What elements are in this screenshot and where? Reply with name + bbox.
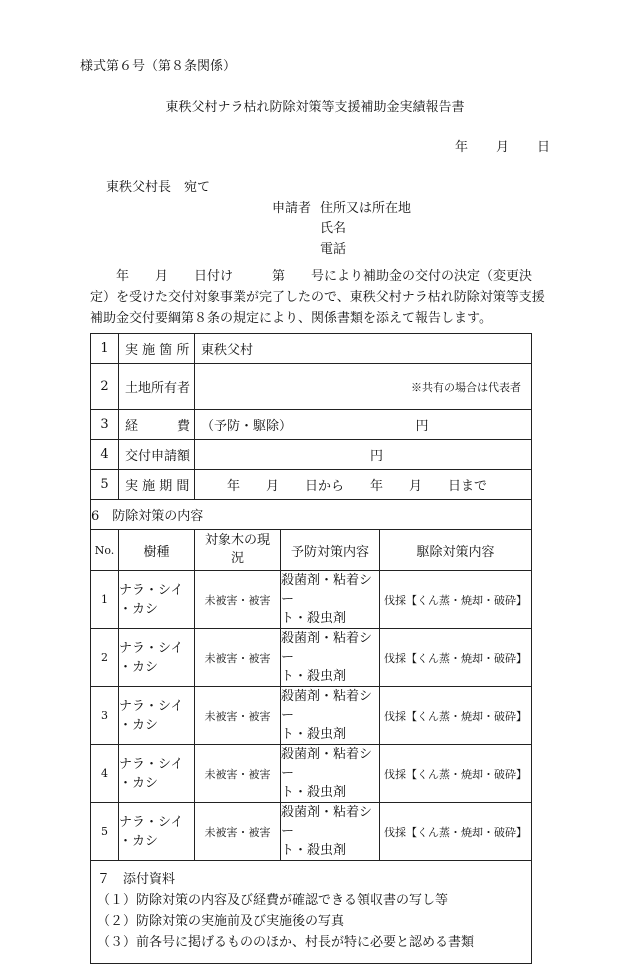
item-extermination: 伐採【くん蒸・焼却・破砕】	[380, 571, 532, 629]
date-day: 日	[537, 140, 551, 155]
prevention-line: ト・殺虫剤	[281, 843, 347, 858]
item-status: 未被害・被害	[195, 571, 281, 629]
col-header-no: No.	[91, 530, 119, 571]
prevention-line: 殺菌剤・粘着シー	[281, 631, 373, 665]
attachments-title: ７ 添付資料	[97, 872, 176, 887]
date-line	[455, 136, 550, 155]
date-month: 月	[496, 140, 510, 155]
species-line: ・カシ	[119, 833, 159, 849]
item-number: 4	[91, 745, 119, 803]
date-year: 年	[455, 140, 469, 155]
item-status: 未被害・被害	[195, 803, 281, 861]
section-6-number: 6	[91, 509, 100, 524]
prevention-line: ト・殺虫剤	[281, 669, 347, 684]
item-extermination: 伐採【くん蒸・焼却・破砕】	[380, 629, 532, 687]
species-line: ナラ・シイ	[119, 698, 184, 714]
row-value	[195, 364, 532, 410]
item-prevention	[281, 687, 380, 745]
item-number: 3	[91, 687, 119, 745]
row-number: 2	[91, 364, 119, 410]
item-extermination: 伐採【くん蒸・焼却・破砕】	[380, 803, 532, 861]
table-row	[91, 629, 532, 687]
address-label: 住所又は所在地	[320, 201, 412, 216]
col-header-prevention: 予防対策内容	[281, 530, 380, 571]
body-line: 定）を受けた交付対象事業が完了したので、東秩父村ナラ枯れ防除対策等支援	[90, 290, 545, 305]
body-line: 年 月 日付け 第 号により補助金の交付の決定（変更決	[90, 269, 533, 284]
item-extermination: 伐採【くん蒸・焼却・破砕】	[380, 745, 532, 803]
col-header-status	[195, 530, 281, 571]
table-row	[91, 571, 532, 629]
prevention-line: ト・殺虫剤	[281, 785, 347, 800]
prevention-line: 殺菌剤・粘着シー	[281, 573, 373, 607]
row-label: 経 費	[119, 410, 195, 440]
prevention-line: 殺菌剤・粘着シー	[281, 805, 373, 839]
species-line: ナラ・シイ	[119, 582, 184, 598]
attachment-item: （２）防除対策の実施前及び実施後の写真	[97, 914, 345, 929]
item-prevention	[281, 571, 380, 629]
col-header-species: 樹種	[119, 530, 195, 571]
item-species	[119, 803, 195, 861]
species-line: ナラ・シイ	[119, 756, 184, 772]
item-species	[119, 571, 195, 629]
row-label: 実 施 期 間	[119, 470, 195, 500]
prevention-line: ト・殺虫剤	[281, 727, 347, 742]
item-prevention	[281, 745, 380, 803]
body-line: 補助金交付要綱第８条の規定により、関係書類を添えて報告します。	[90, 311, 492, 326]
item-number: 5	[91, 803, 119, 861]
item-status: 未被害・被害	[195, 629, 281, 687]
item-prevention	[281, 629, 380, 687]
species-line: ナラ・シイ	[119, 640, 184, 656]
species-line: ・カシ	[119, 601, 159, 617]
attachment-item: （１）防除対策の内容及び経費が確認できる領収書の写し等	[97, 893, 449, 908]
attachments-row	[91, 861, 532, 964]
row-label: 交付申請額	[119, 440, 195, 470]
report-table	[90, 333, 532, 964]
table-row	[91, 803, 532, 861]
row-value: 年 月 日から 年 月 日まで	[195, 470, 532, 500]
prevention-line: ト・殺虫剤	[281, 611, 347, 626]
table-row	[91, 470, 532, 500]
row-number: 5	[91, 470, 119, 500]
tel-label: 電話	[320, 242, 347, 257]
form-number: 様式第６号（第８条関係）	[80, 59, 237, 74]
row-value: 円	[195, 440, 532, 470]
row-number: 1	[91, 334, 119, 364]
document-title: 東秩父村ナラ枯れ防除対策等支援補助金実績報告書	[165, 100, 465, 115]
item-species	[119, 745, 195, 803]
table-row	[91, 334, 532, 364]
section-6-title: 防除対策の内容	[112, 509, 204, 524]
addressee: 東秩父村長 宛て	[106, 180, 211, 195]
attachment-item: （３）前各号に掲げるもののほか、村長が特に必要と認める書類	[97, 935, 475, 950]
row-number: 4	[91, 440, 119, 470]
section-6-header	[91, 500, 532, 530]
table-row	[91, 745, 532, 803]
attachments-cell	[91, 861, 532, 964]
item-number: 2	[91, 629, 119, 687]
col-header-extermination: 駆除対策内容	[380, 530, 532, 571]
prevention-line: 殺菌剤・粘着シー	[281, 747, 373, 781]
item-number: 1	[91, 571, 119, 629]
prevention-line: 殺菌剤・粘着シー	[281, 689, 373, 723]
species-line: ナラ・シイ	[119, 814, 184, 830]
species-line: ・カシ	[119, 659, 159, 675]
item-species	[119, 687, 195, 745]
item-extermination: 伐採【くん蒸・焼却・破砕】	[380, 687, 532, 745]
table-row	[91, 410, 532, 440]
item-prevention	[281, 803, 380, 861]
species-line: ・カシ	[119, 775, 159, 791]
table-row	[91, 687, 532, 745]
species-line: ・カシ	[119, 717, 159, 733]
item-status: 未被害・被害	[195, 687, 281, 745]
row-number: 3	[91, 410, 119, 440]
applicant-label: 申請者	[272, 201, 312, 216]
shared-owner-note: ※共有の場合は代表者	[411, 381, 521, 394]
row-value: （予防・駆除） 円	[195, 410, 532, 440]
item-status: 未被害・被害	[195, 745, 281, 803]
section-header-row	[91, 500, 532, 530]
item-species	[119, 629, 195, 687]
report-body	[90, 266, 545, 329]
table-row	[91, 440, 532, 470]
table-row	[91, 364, 532, 410]
col-header-status-text: 対象木の現況	[204, 533, 270, 566]
row-label: 土地所有者	[119, 364, 195, 410]
name-label: 氏名	[320, 221, 347, 236]
row-value: 東秩父村	[195, 334, 532, 364]
row-label: 実 施 箇 所	[119, 334, 195, 364]
column-header-row	[91, 530, 532, 571]
